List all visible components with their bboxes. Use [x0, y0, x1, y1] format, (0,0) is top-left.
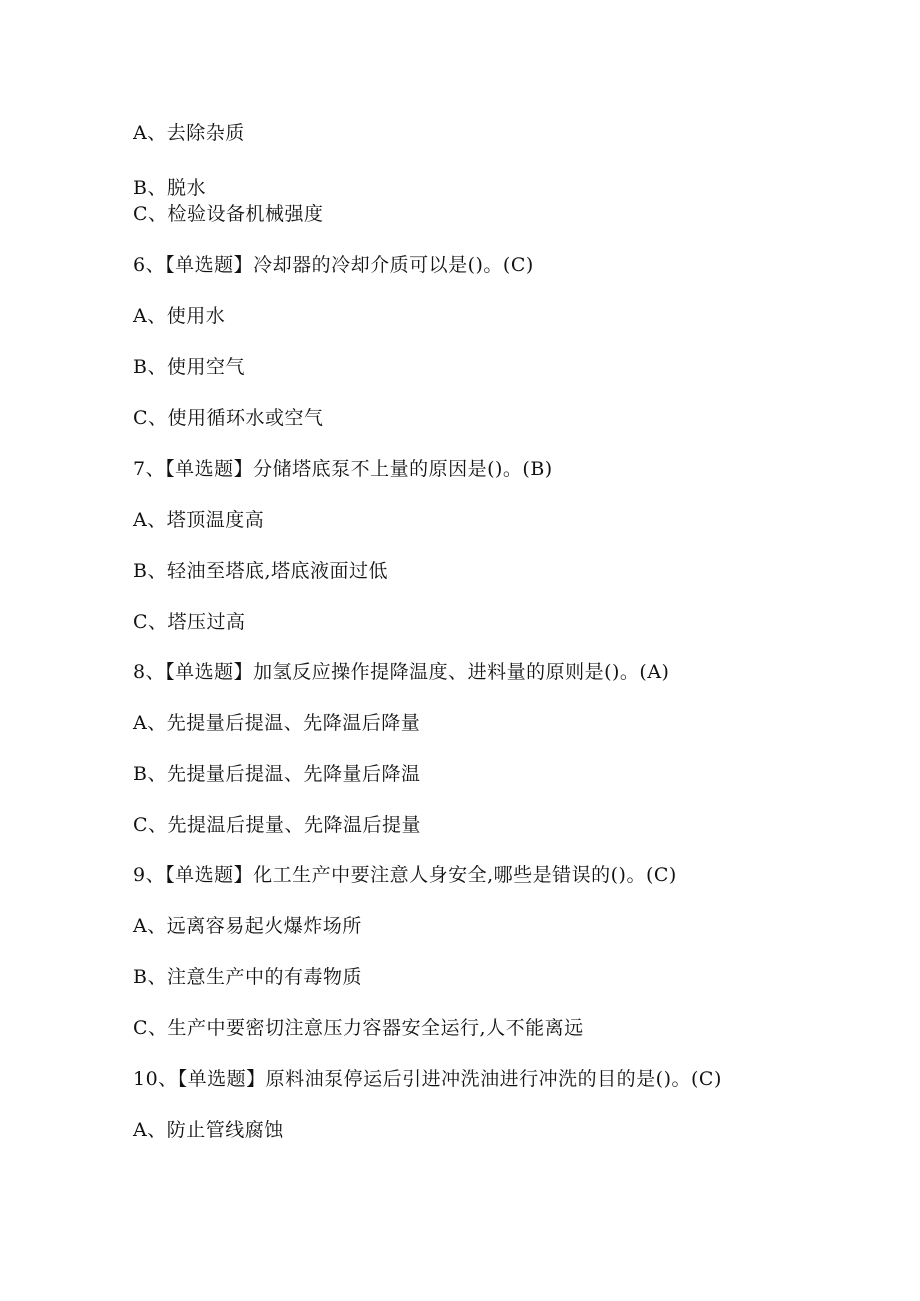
option-line: B、轻油至塔底,塔底液面过低 — [133, 560, 389, 582]
option-line: C、塔压过高 — [133, 611, 246, 633]
option-line: C、先提温后提量、先降温后提量 — [133, 814, 422, 836]
question-line: 7、【单选题】分储塔底泵不上量的原因是()。(B) — [133, 458, 553, 480]
option-line: C、检验设备机械强度 — [133, 203, 324, 225]
option-line: A、先提量后提温、先降温后降量 — [133, 712, 421, 734]
option-line: A、防止管线腐蚀 — [133, 1119, 284, 1141]
question-line: 6、【单选题】冷却器的冷却介质可以是()。(C) — [133, 254, 534, 276]
option-line: A、去除杂质 — [133, 122, 245, 144]
option-line: A、塔顶温度高 — [133, 509, 265, 531]
option-line: C、使用循环水或空气 — [133, 407, 324, 429]
option-line: A、使用水 — [133, 305, 226, 327]
option-line: B、注意生产中的有毒物质 — [133, 966, 362, 988]
option-line: C、生产中要密切注意压力容器安全运行,人不能离远 — [133, 1017, 584, 1039]
question-line: 10、【单选题】原料油泵停运后引进冲洗油进行冲洗的目的是()。(C) — [133, 1068, 722, 1090]
option-line: B、先提量后提温、先降量后降温 — [133, 763, 421, 785]
option-line: B、使用空气 — [133, 356, 245, 378]
option-line: B、脱水 — [133, 177, 206, 199]
question-line: 8、【单选题】加氢反应操作提降温度、进料量的原则是()。(A) — [133, 661, 670, 683]
question-line: 9、【单选题】化工生产中要注意人身安全,哪些是错误的()。(C) — [133, 864, 677, 886]
option-line: A、远离容易起火爆炸场所 — [133, 915, 362, 937]
